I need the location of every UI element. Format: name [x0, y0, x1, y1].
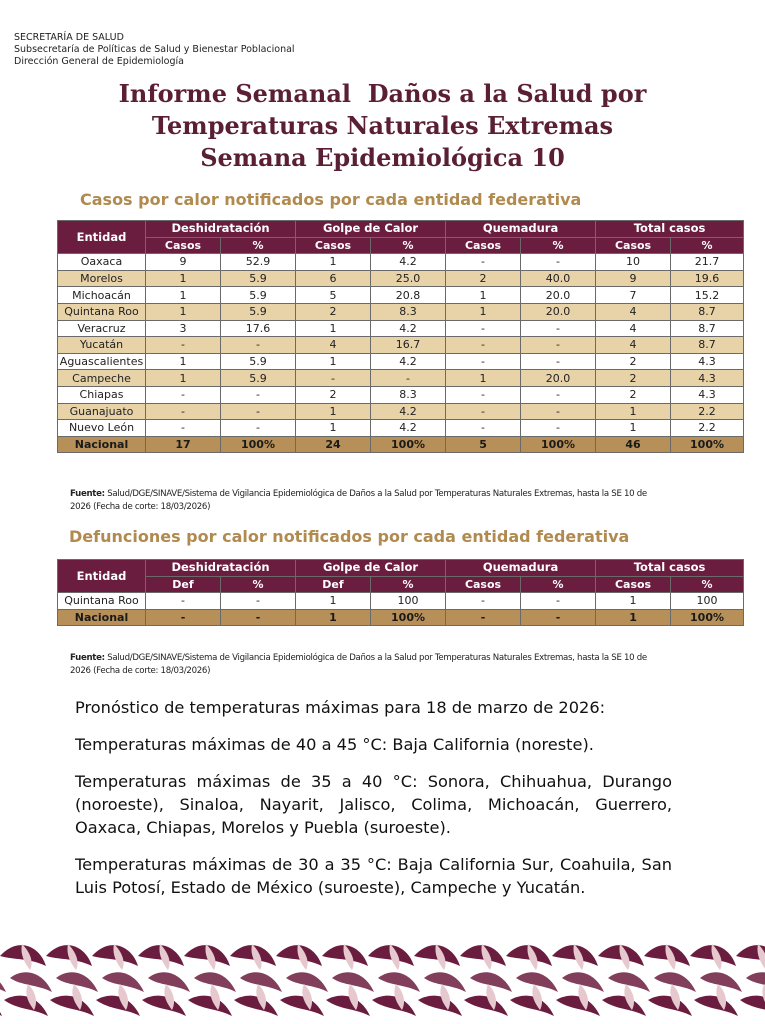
entity-cell: Aguascalientes: [58, 353, 146, 370]
value-cell: 1: [146, 303, 221, 320]
total-value-cell: 100%: [671, 436, 744, 453]
deaths-heading: Defunciones por calor notificados por cada entidad federativa: [69, 527, 630, 546]
value-cell: 20.8: [371, 287, 446, 304]
source-text-2: 2026 (Fecha de corte: 18/03/2026): [70, 502, 211, 512]
title-line-1: Informe Semanal Daños a la Salud por: [118, 79, 647, 108]
total-value-cell: -: [446, 609, 521, 626]
value-cell: 5: [296, 287, 371, 304]
subheader-cell: Casos: [146, 237, 221, 254]
value-cell: 4: [596, 337, 671, 354]
entity-cell: Quintana Roo: [58, 593, 146, 610]
table-row: [58, 303, 744, 320]
value-cell: -: [521, 254, 596, 271]
forecast-range-30-35: Temperaturas máximas de 30 a 35 °C: Baja California Sur, Coahuila, San Luis Potosí, Estado de México (suroeste), Campeche y Yucatán.: [75, 855, 672, 897]
entity-cell: Nuevo León: [58, 420, 146, 437]
value-cell: 1: [446, 303, 521, 320]
value-cell: 10: [596, 254, 671, 271]
value-cell: 16.7: [371, 337, 446, 354]
page-title: [0, 78, 765, 174]
table-row: [58, 420, 744, 437]
value-cell: 1: [146, 353, 221, 370]
value-cell: -: [521, 386, 596, 403]
value-cell: 1: [596, 403, 671, 420]
value-cell: 1: [446, 287, 521, 304]
subheader-cell: Casos: [596, 576, 671, 593]
source-text: Salud/DGE/SINAVE/Sistema de Vigilancia Epidemiológica de Daños a la Salud por Temperaturas Naturales Extremas, hasta la SE 10 de: [104, 653, 647, 663]
entity-cell: Michoacán: [58, 287, 146, 304]
value-cell: 1: [296, 353, 371, 370]
value-cell: 21.7: [671, 254, 744, 271]
value-cell: 1: [146, 287, 221, 304]
value-cell: -: [146, 337, 221, 354]
value-cell: 9: [596, 270, 671, 287]
subheader-cell: %: [671, 576, 744, 593]
value-cell: 9: [146, 254, 221, 271]
value-cell: 8.7: [671, 337, 744, 354]
value-cell: -: [446, 320, 521, 337]
group-quemadura: Quemadura: [446, 221, 596, 238]
group-deshidratacion: Deshidratación: [146, 560, 296, 577]
total-value-cell: 5: [446, 436, 521, 453]
value-cell: 4.3: [671, 370, 744, 387]
entity-cell: Morelos: [58, 270, 146, 287]
value-cell: 4.2: [371, 420, 446, 437]
value-cell: 6: [296, 270, 371, 287]
value-cell: -: [221, 403, 296, 420]
total-value-cell: -: [221, 609, 296, 626]
value-cell: -: [521, 593, 596, 610]
entity-cell: Chiapas: [58, 386, 146, 403]
value-cell: -: [146, 420, 221, 437]
value-cell: -: [296, 370, 371, 387]
value-cell: 4.2: [371, 320, 446, 337]
value-cell: 20.0: [521, 287, 596, 304]
value-cell: 2: [596, 386, 671, 403]
value-cell: 100: [671, 593, 744, 610]
value-cell: -: [371, 370, 446, 387]
group-golpe-calor: Golpe de Calor: [296, 560, 446, 577]
group-total: Total casos: [596, 560, 744, 577]
value-cell: 40.0: [521, 270, 596, 287]
table-row: [58, 370, 744, 387]
group-quemadura: Quemadura: [446, 560, 596, 577]
total-value-cell: 100%: [521, 436, 596, 453]
source-label: Fuente:: [70, 653, 105, 663]
value-cell: 4.3: [671, 386, 744, 403]
source-label: Fuente:: [70, 489, 105, 499]
value-cell: 1: [296, 593, 371, 610]
value-cell: 8.7: [671, 303, 744, 320]
value-cell: -: [446, 337, 521, 354]
value-cell: 4.2: [371, 403, 446, 420]
title-line-3: Semana Epidemiológica 10: [200, 143, 565, 172]
value-cell: 1: [296, 254, 371, 271]
value-cell: 8.7: [671, 320, 744, 337]
entity-cell: Campeche: [58, 370, 146, 387]
value-cell: 100: [371, 593, 446, 610]
subheader-cell: Casos: [446, 237, 521, 254]
col-entidad: Entidad: [58, 560, 146, 593]
value-cell: 2: [296, 303, 371, 320]
table-row: [58, 320, 744, 337]
col-entidad: Entidad: [58, 221, 146, 254]
value-cell: 2: [296, 386, 371, 403]
total-label-cell: Nacional: [58, 609, 146, 626]
table-row: [58, 386, 744, 403]
value-cell: 25.0: [371, 270, 446, 287]
value-cell: 2.2: [671, 420, 744, 437]
table-row: [58, 337, 744, 354]
group-golpe-calor: Golpe de Calor: [296, 221, 446, 238]
group-total: Total casos: [596, 221, 744, 238]
total-value-cell: -: [521, 609, 596, 626]
subheader-cell: %: [221, 576, 296, 593]
value-cell: 1: [296, 320, 371, 337]
total-value-cell: 46: [596, 436, 671, 453]
value-cell: -: [221, 420, 296, 437]
value-cell: 5.9: [221, 287, 296, 304]
source-note-1: [70, 488, 730, 514]
subheader-cell: %: [221, 237, 296, 254]
table-row: [58, 254, 744, 271]
entity-cell: Oaxaca: [58, 254, 146, 271]
entity-cell: Veracruz: [58, 320, 146, 337]
value-cell: 2.2: [671, 403, 744, 420]
value-cell: -: [521, 337, 596, 354]
table-row: [58, 287, 744, 304]
value-cell: 2: [446, 270, 521, 287]
value-cell: 20.0: [521, 303, 596, 320]
total-value-cell: 100%: [671, 609, 744, 626]
table-row: [58, 270, 744, 287]
entity-cell: Yucatán: [58, 337, 146, 354]
value-cell: -: [146, 593, 221, 610]
subheader-cell: %: [521, 237, 596, 254]
value-cell: 1: [146, 370, 221, 387]
value-cell: 5.9: [221, 370, 296, 387]
org-line-3: Dirección General de Epidemiología: [14, 56, 184, 67]
value-cell: 8.3: [371, 303, 446, 320]
value-cell: 7: [596, 287, 671, 304]
value-cell: 4.2: [371, 353, 446, 370]
value-cell: 1: [296, 403, 371, 420]
total-value-cell: 17: [146, 436, 221, 453]
title-line-2: Temperaturas Naturales Extremas: [151, 111, 614, 140]
value-cell: -: [446, 593, 521, 610]
value-cell: -: [221, 593, 296, 610]
value-cell: 2: [596, 353, 671, 370]
value-cell: 1: [596, 593, 671, 610]
total-row: [58, 436, 744, 453]
subheader-cell: Casos: [296, 237, 371, 254]
value-cell: 17.6: [221, 320, 296, 337]
forecast-section: [75, 696, 672, 913]
value-cell: 5.9: [221, 270, 296, 287]
subheader-cell: Def: [146, 576, 221, 593]
forecast-range-35-40: Temperaturas máximas de 35 a 40 °C: Sonora, Chihuahua, Durango (noroeste), Sinaloa, Nayarit, Jalisco, Colima, Michoacán, Guerrero, Oaxaca, Chiapas, Morelos y Puebla (suroeste).: [75, 772, 672, 837]
total-row: [58, 609, 744, 626]
entity-cell: Quintana Roo: [58, 303, 146, 320]
forecast-intro: Pronóstico de temperaturas máximas para 18 de marzo de 2026:: [75, 698, 606, 717]
value-cell: -: [446, 386, 521, 403]
total-value-cell: 100%: [371, 436, 446, 453]
total-value-cell: 1: [296, 609, 371, 626]
org-line-2: Subsecretaría de Políticas de Salud y Bienestar Poblacional: [14, 44, 295, 55]
table-row: [58, 593, 744, 610]
subheader-cell: Casos: [446, 576, 521, 593]
value-cell: 4: [296, 337, 371, 354]
value-cell: 1: [596, 420, 671, 437]
value-cell: 1: [446, 370, 521, 387]
subheader-cell: Casos: [596, 237, 671, 254]
value-cell: -: [446, 403, 521, 420]
value-cell: -: [521, 403, 596, 420]
value-cell: 52.9: [221, 254, 296, 271]
total-value-cell: 100%: [371, 609, 446, 626]
source-text-2: 2026 (Fecha de corte: 18/03/2026): [70, 666, 211, 676]
value-cell: 5.9: [221, 353, 296, 370]
deaths-table: [57, 559, 744, 626]
value-cell: 5.9: [221, 303, 296, 320]
value-cell: 4.2: [371, 254, 446, 271]
value-cell: -: [521, 320, 596, 337]
value-cell: 4: [596, 303, 671, 320]
value-cell: 4: [596, 320, 671, 337]
organization-header: [14, 32, 295, 68]
value-cell: 1: [146, 270, 221, 287]
total-value-cell: -: [146, 609, 221, 626]
value-cell: -: [146, 403, 221, 420]
value-cell: -: [446, 353, 521, 370]
forecast-range-40-45: Temperaturas máximas de 40 a 45 °C: Baja California (noreste).: [75, 735, 594, 754]
subheader-cell: %: [521, 576, 596, 593]
value-cell: 20.0: [521, 370, 596, 387]
value-cell: 3: [146, 320, 221, 337]
value-cell: 2: [596, 370, 671, 387]
total-label-cell: Nacional: [58, 436, 146, 453]
value-cell: -: [221, 386, 296, 403]
value-cell: 8.3: [371, 386, 446, 403]
cases-heading: Casos por calor notificados por cada entidad federativa: [80, 190, 582, 209]
cases-table: [57, 220, 744, 453]
value-cell: 19.6: [671, 270, 744, 287]
group-deshidratacion: Deshidratación: [146, 221, 296, 238]
value-cell: -: [446, 254, 521, 271]
subheader-cell: %: [371, 237, 446, 254]
total-value-cell: 24: [296, 436, 371, 453]
value-cell: 4.3: [671, 353, 744, 370]
value-cell: -: [221, 337, 296, 354]
source-note-2: [70, 652, 730, 678]
decorative-footer-pattern: [0, 936, 765, 1024]
value-cell: -: [521, 420, 596, 437]
value-cell: 1: [296, 420, 371, 437]
total-value-cell: 100%: [221, 436, 296, 453]
value-cell: -: [146, 386, 221, 403]
subheader-cell: %: [671, 237, 744, 254]
table-row: [58, 353, 744, 370]
total-value-cell: 1: [596, 609, 671, 626]
subheader-cell: Def: [296, 576, 371, 593]
value-cell: -: [446, 420, 521, 437]
source-text: Salud/DGE/SINAVE/Sistema de Vigilancia Epidemiológica de Daños a la Salud por Temperaturas Naturales Extremas, hasta la SE 10 de: [104, 489, 647, 499]
entity-cell: Guanajuato: [58, 403, 146, 420]
org-line-1: SECRETARÍA DE SALUD: [14, 32, 124, 43]
subheader-cell: %: [371, 576, 446, 593]
table-row: [58, 403, 744, 420]
value-cell: -: [521, 353, 596, 370]
value-cell: 15.2: [671, 287, 744, 304]
